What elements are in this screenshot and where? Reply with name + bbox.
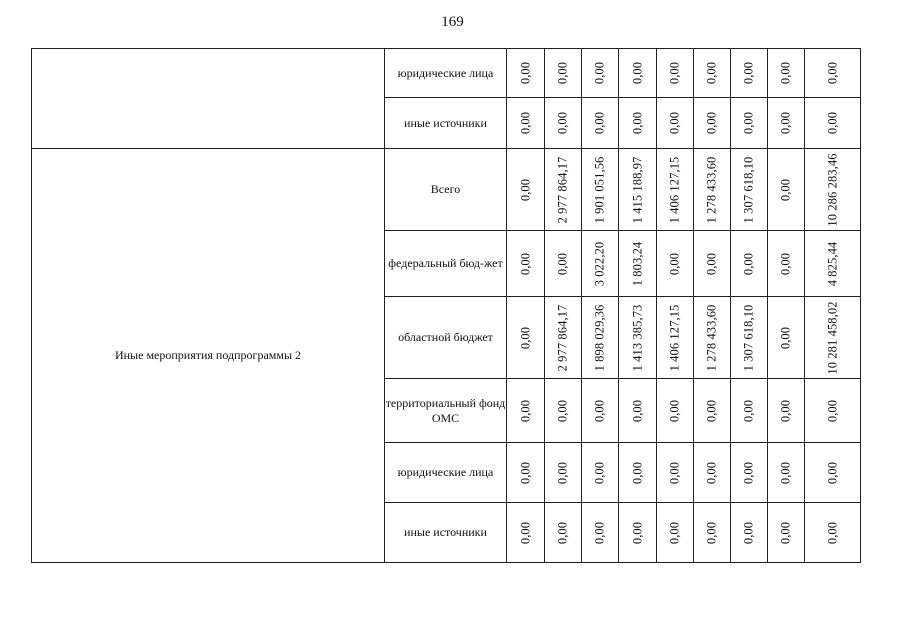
value-text: 0,00	[825, 61, 839, 85]
value-cell	[507, 98, 545, 149]
value-text: 0,00	[555, 461, 570, 484]
value-text: 0,00	[518, 61, 532, 85]
value-text: 0,00	[518, 111, 532, 135]
value-cell	[768, 379, 805, 443]
value-text: 1 278 433,60	[704, 304, 719, 371]
program-title: Иные мероприятия подпрограммы 2	[32, 149, 385, 563]
value-cell	[657, 49, 694, 98]
value-cell	[582, 443, 619, 503]
value-text: 3 022,20	[592, 241, 607, 286]
value-text: 0,00	[778, 326, 793, 349]
value-cell	[619, 379, 657, 443]
value-text: 0,00	[630, 461, 644, 484]
value-text: 0,00	[555, 111, 570, 135]
value-cell	[545, 49, 582, 98]
value-cell	[768, 149, 805, 231]
value-text: 10 281 458,02	[825, 300, 839, 375]
value-cell	[694, 443, 731, 503]
value-text: 1 415 188,97	[630, 156, 644, 223]
empty-program-cell	[32, 49, 385, 149]
value-cell	[582, 379, 619, 443]
value-text: 0,00	[667, 461, 682, 484]
value-cell	[805, 98, 861, 149]
value-text: 0,00	[825, 461, 839, 484]
value-cell	[582, 231, 619, 297]
value-cell	[507, 297, 545, 379]
value-text: 0,00	[667, 521, 682, 544]
value-text: 0,00	[825, 111, 839, 135]
value-text: 0,00	[741, 399, 756, 422]
value-text: 0,00	[555, 521, 570, 544]
value-cell	[731, 503, 768, 563]
value-text: 1 803,24	[630, 241, 644, 286]
value-text: 0,00	[778, 61, 793, 85]
value-text: 1 307 618,10	[741, 156, 756, 223]
value-cell	[694, 379, 731, 443]
value-cell	[545, 149, 582, 231]
value-text: 0,00	[592, 111, 607, 135]
value-text: 2 977 864,17	[555, 304, 570, 371]
value-cell	[694, 231, 731, 297]
source-cell: юридические лица	[385, 443, 507, 503]
value-cell	[657, 231, 694, 297]
value-cell	[694, 149, 731, 231]
value-text: 0,00	[778, 252, 793, 275]
value-cell	[619, 231, 657, 297]
value-text: 0,00	[667, 399, 682, 422]
value-text: 0,00	[518, 521, 532, 544]
value-cell	[507, 49, 545, 98]
value-text: 0,00	[592, 61, 607, 85]
value-cell	[768, 297, 805, 379]
value-text: 0,00	[741, 521, 756, 544]
value-cell	[657, 379, 694, 443]
value-cell	[619, 297, 657, 379]
source-cell: Всего	[385, 149, 507, 231]
value-text: 0,00	[704, 61, 719, 85]
value-cell	[731, 149, 768, 231]
value-cell	[582, 503, 619, 563]
value-text: 0,00	[704, 252, 719, 275]
value-text: 0,00	[704, 399, 719, 422]
value-text: 1 406 127,15	[667, 156, 682, 223]
value-cell	[694, 297, 731, 379]
source-cell: иные источники	[385, 503, 507, 563]
value-text: 0,00	[630, 521, 644, 544]
value-cell	[619, 98, 657, 149]
value-cell	[582, 297, 619, 379]
value-cell	[657, 297, 694, 379]
value-cell	[805, 297, 861, 379]
value-cell	[805, 503, 861, 563]
value-text: 0,00	[555, 61, 570, 85]
table-row	[32, 149, 861, 231]
value-cell	[657, 503, 694, 563]
value-text: 4 825,44	[825, 241, 839, 286]
value-cell	[545, 231, 582, 297]
value-cell	[619, 503, 657, 563]
value-cell	[694, 49, 731, 98]
value-text: 1 278 433,60	[704, 156, 719, 223]
source-cell: областной бюджет	[385, 297, 507, 379]
value-cell	[768, 231, 805, 297]
value-text: 0,00	[741, 61, 756, 85]
value-cell	[805, 443, 861, 503]
table-row	[32, 49, 861, 98]
source-cell: федеральный бюд-жет	[385, 231, 507, 297]
funding-table	[31, 48, 861, 563]
value-cell	[507, 231, 545, 297]
value-text: 0,00	[741, 111, 756, 135]
value-text: 1 406 127,15	[667, 304, 682, 371]
value-cell	[768, 443, 805, 503]
value-text: 0,00	[825, 399, 839, 422]
value-cell	[805, 149, 861, 231]
value-text: 0,00	[704, 461, 719, 484]
value-text: 0,00	[555, 252, 570, 275]
value-cell	[731, 49, 768, 98]
value-cell	[805, 379, 861, 443]
value-text: 0,00	[518, 399, 532, 422]
value-cell	[768, 98, 805, 149]
value-text: 1 413 385,73	[630, 304, 644, 371]
value-cell	[731, 379, 768, 443]
value-text: 0,00	[778, 111, 793, 135]
value-text: 0,00	[518, 326, 532, 349]
value-cell	[694, 98, 731, 149]
value-cell	[507, 503, 545, 563]
source-cell: юридические лица	[385, 49, 507, 98]
value-cell	[582, 149, 619, 231]
source-cell: иные источники	[385, 98, 507, 149]
value-cell	[768, 503, 805, 563]
value-text: 0,00	[825, 521, 839, 544]
value-text: 0,00	[592, 399, 607, 422]
value-text: 1 898 029,36	[592, 304, 607, 371]
source-cell: территориальный фонд ОМС	[385, 379, 507, 443]
value-cell	[805, 49, 861, 98]
value-cell	[694, 503, 731, 563]
value-text: 0,00	[555, 399, 570, 422]
value-cell	[731, 231, 768, 297]
value-cell	[731, 98, 768, 149]
value-text: 0,00	[592, 461, 607, 484]
value-cell	[619, 443, 657, 503]
value-text: 0,00	[741, 252, 756, 275]
value-text: 0,00	[704, 521, 719, 544]
value-text: 0,00	[778, 521, 793, 544]
value-cell	[657, 443, 694, 503]
value-cell	[507, 379, 545, 443]
value-text: 0,00	[778, 399, 793, 422]
value-cell	[657, 98, 694, 149]
value-text: 0,00	[667, 61, 682, 85]
value-cell	[507, 443, 545, 503]
value-cell	[582, 98, 619, 149]
value-cell	[731, 443, 768, 503]
value-text: 0,00	[518, 461, 532, 484]
value-text: 2 977 864,17	[555, 156, 570, 223]
value-cell	[545, 297, 582, 379]
value-cell	[657, 149, 694, 231]
value-text: 0,00	[667, 252, 682, 275]
value-text: 0,00	[741, 461, 756, 484]
value-text: 0,00	[518, 252, 532, 275]
value-text: 0,00	[630, 61, 644, 85]
value-cell	[805, 231, 861, 297]
value-cell	[582, 49, 619, 98]
value-cell	[619, 149, 657, 231]
value-text: 0,00	[667, 111, 682, 135]
value-text: 10 286 283,46	[825, 152, 839, 227]
value-cell	[545, 503, 582, 563]
value-cell	[768, 49, 805, 98]
value-text: 0,00	[630, 111, 644, 135]
value-text: 0,00	[704, 111, 719, 135]
value-cell	[545, 443, 582, 503]
value-text: 0,00	[778, 461, 793, 484]
page-number: 169	[441, 14, 464, 30]
value-text: 0,00	[518, 178, 532, 201]
value-cell	[545, 98, 582, 149]
value-text: 1 307 618,10	[741, 304, 756, 371]
value-cell	[507, 149, 545, 231]
value-text: 1 901 051,56	[592, 156, 607, 223]
value-cell	[619, 49, 657, 98]
value-cell	[731, 297, 768, 379]
value-text: 0,00	[630, 399, 644, 422]
value-text: 0,00	[778, 178, 793, 201]
value-text: 0,00	[592, 521, 607, 544]
value-cell	[545, 379, 582, 443]
